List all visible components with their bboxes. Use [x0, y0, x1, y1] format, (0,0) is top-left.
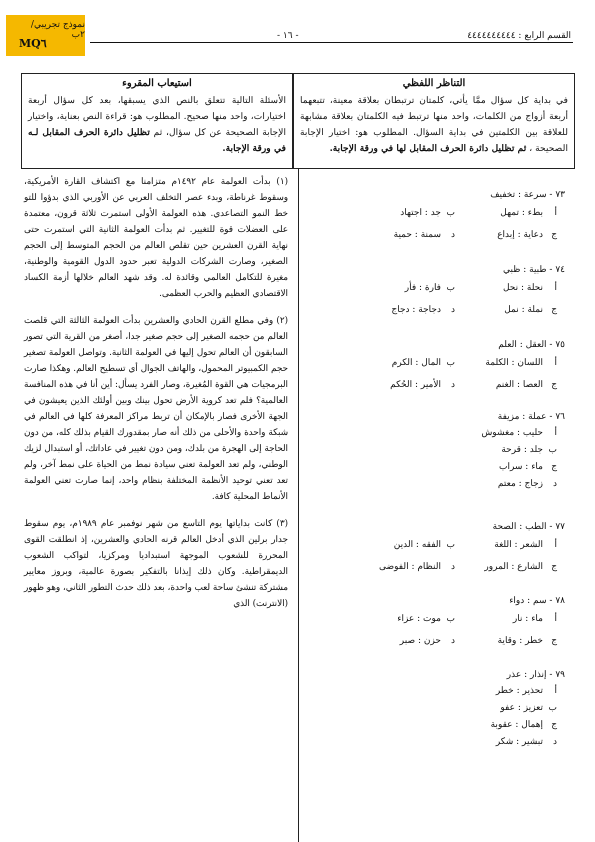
option-letter-d: د: [450, 230, 455, 240]
option-letter-a: أ: [554, 208, 557, 218]
option-letter-b: ب: [446, 283, 455, 293]
option-letter-c: ج: [551, 462, 557, 472]
option-a[interactable]: اللسان : الكلمة: [485, 358, 543, 368]
reading-comprehension-instructions: [28, 93, 286, 157]
option-letter-b: ب: [446, 540, 455, 550]
question-74: [315, 265, 565, 331]
option-letter-b: ب: [446, 208, 455, 218]
option-letter-c: ج: [551, 380, 557, 390]
option-d[interactable]: حزن : صبر: [399, 636, 441, 646]
option-d[interactable]: سمنة : حمية: [393, 230, 441, 240]
question-stem: ٧٧ - الطب : الصحة: [492, 522, 565, 532]
option-c[interactable]: الشارع : المرور: [484, 562, 543, 572]
option-b[interactable]: جد : اجتهاد: [400, 208, 441, 218]
reading-instruction: تظليل دائرة الحرف المقابل لـه في ورقة الإجابة.: [28, 127, 286, 154]
option-letter-a: أ: [554, 358, 557, 368]
question-stem: ٧٩ - إنذار : عذر: [506, 670, 565, 680]
reading-intro: الأسئلة التالية تتعلق بالنص الذي يسبقها، بعد كل سؤال أربعة اختيارات، واحد منها صحيح. المطلوب هو: قراءة النص بعناية، واختيار الإجابة الصحيحة عن كل سؤال، ثم: [28, 95, 286, 138]
option-b[interactable]: الفقه : الدين: [393, 540, 441, 550]
option-c[interactable]: ماء : سراب: [498, 462, 543, 472]
badge-line2: MQ٦: [19, 37, 47, 50]
question-stem: ٧٨ - سم : دواء: [509, 596, 565, 606]
option-a[interactable]: الشعر : اللغة: [494, 540, 543, 550]
verbal-analogy-title: التناظر اللفظي: [402, 78, 466, 89]
option-a[interactable]: بطء : تمهل: [500, 208, 543, 218]
option-letter-a: أ: [554, 540, 557, 550]
option-c[interactable]: نملة : نمل: [504, 305, 543, 315]
option-letter-d: د: [450, 305, 455, 315]
option-letter-b: ب: [446, 614, 455, 624]
header-rule: [90, 42, 573, 43]
option-letter-b: ب: [446, 358, 455, 368]
question-76: [315, 412, 565, 489]
option-c[interactable]: إهمال : عقوبة: [490, 720, 543, 730]
question-stem: ٧٤ - طبية : ظبي: [503, 265, 565, 275]
reading-passage: [24, 174, 288, 623]
question-79: [315, 670, 565, 760]
reading-comprehension-box: [21, 73, 293, 169]
passage-paragraph-3: (٣) كانت بداياتها يوم التاسع من شهر نوفمبر عام ١٩٨٩م، يوم سقوط جدار برلين الذي أدخل العالم قرنه الحادي والعشرين، إذ انطلقت القوى المحررة للشعوب الموجهة استبداديا ومركزيا، لتواكب الشعوب الديمقراطية. وكان ذلك إيذانا بالتفكير بصورة عالمية، وبروز معايير مشتركة تنشئ ساحة لعب واحدة، بعد ذلك حدث التطور الثاني، وهو ظهور (الانترنت) الذي: [24, 519, 288, 609]
badge-line1: نموذج تجريبي/٢ب: [30, 20, 85, 40]
passage-paragraph-1: (١) بدأت العولمة عام ١٤٩٢م متزامنا مع اكتشاف القارة الأمريكية، وسقوط غرناطة، وبدء عصر التخلف العربي عن الأوربي الذي بدؤوا للتو خط النمو التصاعدي. هذه العولمة الأولى استمرت ثلاثة قرون، معتمدة على العضلات قوة للتغيير. ثم بدأت العولمة الثانية التي استمرت حتى نهاية القرن العشرين حين تقلص العالم من الحجم المتوسط إلى الحجم الصغير، وصارت الشركات الدولية تعبر حدود الدول القومية والوطنية، مغيرة للتكامل العالمي وقائدة له. وقد شهد العالم خلالها أزمة الكساد الاقتصادي العظيم والحرب العظمى.: [24, 177, 288, 299]
option-letter-d: د: [552, 737, 557, 747]
page-number: - ١٦ -: [277, 31, 299, 41]
verbal-intro: في بداية كل سؤال ممَّا يأتي، كلمتان ترتبطان بعلاقة معينة، تتبعهما أربعة أزواج من الكلمات، واحد منها ترتبط فيه الكلمتان بعلاقة مشابهة للعلاقة بين الكلمتين في بداية السؤال. المطلوب هو: اختيار الإجابة الصحيحة ،: [300, 95, 568, 154]
option-letter-c: ج: [551, 230, 557, 240]
option-letter-d: د: [450, 636, 455, 646]
option-c[interactable]: دعاية : إبداع: [497, 230, 543, 240]
option-letter-d: د: [450, 562, 455, 572]
question-stem: ٧٦ - عملة : مزيفة: [497, 412, 565, 422]
reading-comprehension-title: استيعاب المقروء: [122, 78, 192, 89]
option-letter-a: أ: [554, 614, 557, 624]
model-badge: [6, 15, 85, 56]
option-letter-d: د: [552, 479, 557, 489]
option-b[interactable]: موت : عزاء: [397, 614, 441, 624]
passage-paragraph-2: (٢) وفي مطلع القرن الحادي والعشرين بدأت العولمة الثالثة التي قلصت العالم من حجمه الصغير إلى حجم صغير جدا، أصغر من القرية التي تصور السابقون أن العالم تحول إليها في العولمة الثانية. وتواصل العولمة تصغير حجم الكمبيوتر المحمول، والهاتف الجوال أي تسطيح العالم. وهكذا صارت البرمجيات هي القوة المُغيرة، وصار الفرد يسأل: أين أنا في هذه المنافسة العالمية؟ فلم تعد كروية الأرض تحول بينك وبين أولئك الذين يعيشون في الجهة الأخرى فصار بالإمكان أن تربط مراكز المعرفة كلها في العالم في شبكة واحدة والأحلى من ذلك أنه صار بمقدورك القيام بذلك كله، من دون الحاجة إلى الهجرة من بلدك، ومن دون تغيير في عاداتك، أو استبدال لزيك الوطني، ولم تعد العولمة تعني سيادة نمط من الحياة على نمط آخر، ولم تعد تعني توحيد الأنظمة المختلفة بنظام واحد، إنما صارت تعني العولمة الأنماط المحلية كافة.: [24, 316, 288, 502]
option-d[interactable]: الأمير : الحُكم: [390, 380, 441, 390]
question-75: [315, 340, 565, 406]
option-letter-c: ج: [551, 720, 557, 730]
question-77: [315, 522, 565, 588]
option-b[interactable]: تعزيز : عفو: [500, 703, 543, 713]
option-b[interactable]: المال : الكرم: [391, 358, 441, 368]
option-letter-a: أ: [554, 283, 557, 293]
verbal-analogy-box: [293, 73, 575, 169]
option-b[interactable]: جلد : قرحة: [501, 445, 543, 455]
option-d[interactable]: النظام : الفوضى: [379, 562, 441, 572]
question-stem: ٧٥ - العقل : العلم: [498, 340, 565, 350]
option-d[interactable]: تبشير : شكر: [495, 737, 543, 747]
option-b[interactable]: فارة : فأر: [404, 283, 441, 293]
verbal-analogy-instructions: [300, 93, 568, 157]
question-73: [315, 190, 565, 256]
question-78: [315, 596, 565, 662]
option-c[interactable]: خطر : وقاية: [497, 636, 543, 646]
option-d[interactable]: دجاجة : دجاج: [391, 305, 441, 315]
option-letter-b: ب: [548, 445, 557, 455]
verbal-instruction: ثم تظليل دائرة الحرف المقابل لها في ورقة الإجابة.: [329, 143, 527, 154]
option-letter-d: د: [450, 380, 455, 390]
question-stem: ٧٣ - سرعة : تخفيف: [490, 190, 565, 200]
option-a[interactable]: ماء : نار: [512, 614, 543, 624]
option-letter-c: ج: [551, 305, 557, 315]
column-divider: [298, 168, 299, 842]
option-letter-a: أ: [554, 428, 557, 438]
option-d[interactable]: زجاج : معتم: [497, 479, 543, 489]
option-a[interactable]: حليب : مغشوش: [481, 428, 543, 438]
option-a[interactable]: تحذير : خطر: [495, 686, 543, 696]
option-letter-c: ج: [551, 562, 557, 572]
option-letter-c: ج: [551, 636, 557, 646]
option-letter-b: ب: [548, 703, 557, 713]
option-c[interactable]: العصا : الغنم: [495, 380, 543, 390]
option-a[interactable]: نحلة : نحل: [502, 283, 543, 293]
option-letter-a: أ: [554, 686, 557, 696]
section-label: القسم الرابع : ٤٤٤٤٤٤٤٤٤٤: [467, 31, 571, 41]
